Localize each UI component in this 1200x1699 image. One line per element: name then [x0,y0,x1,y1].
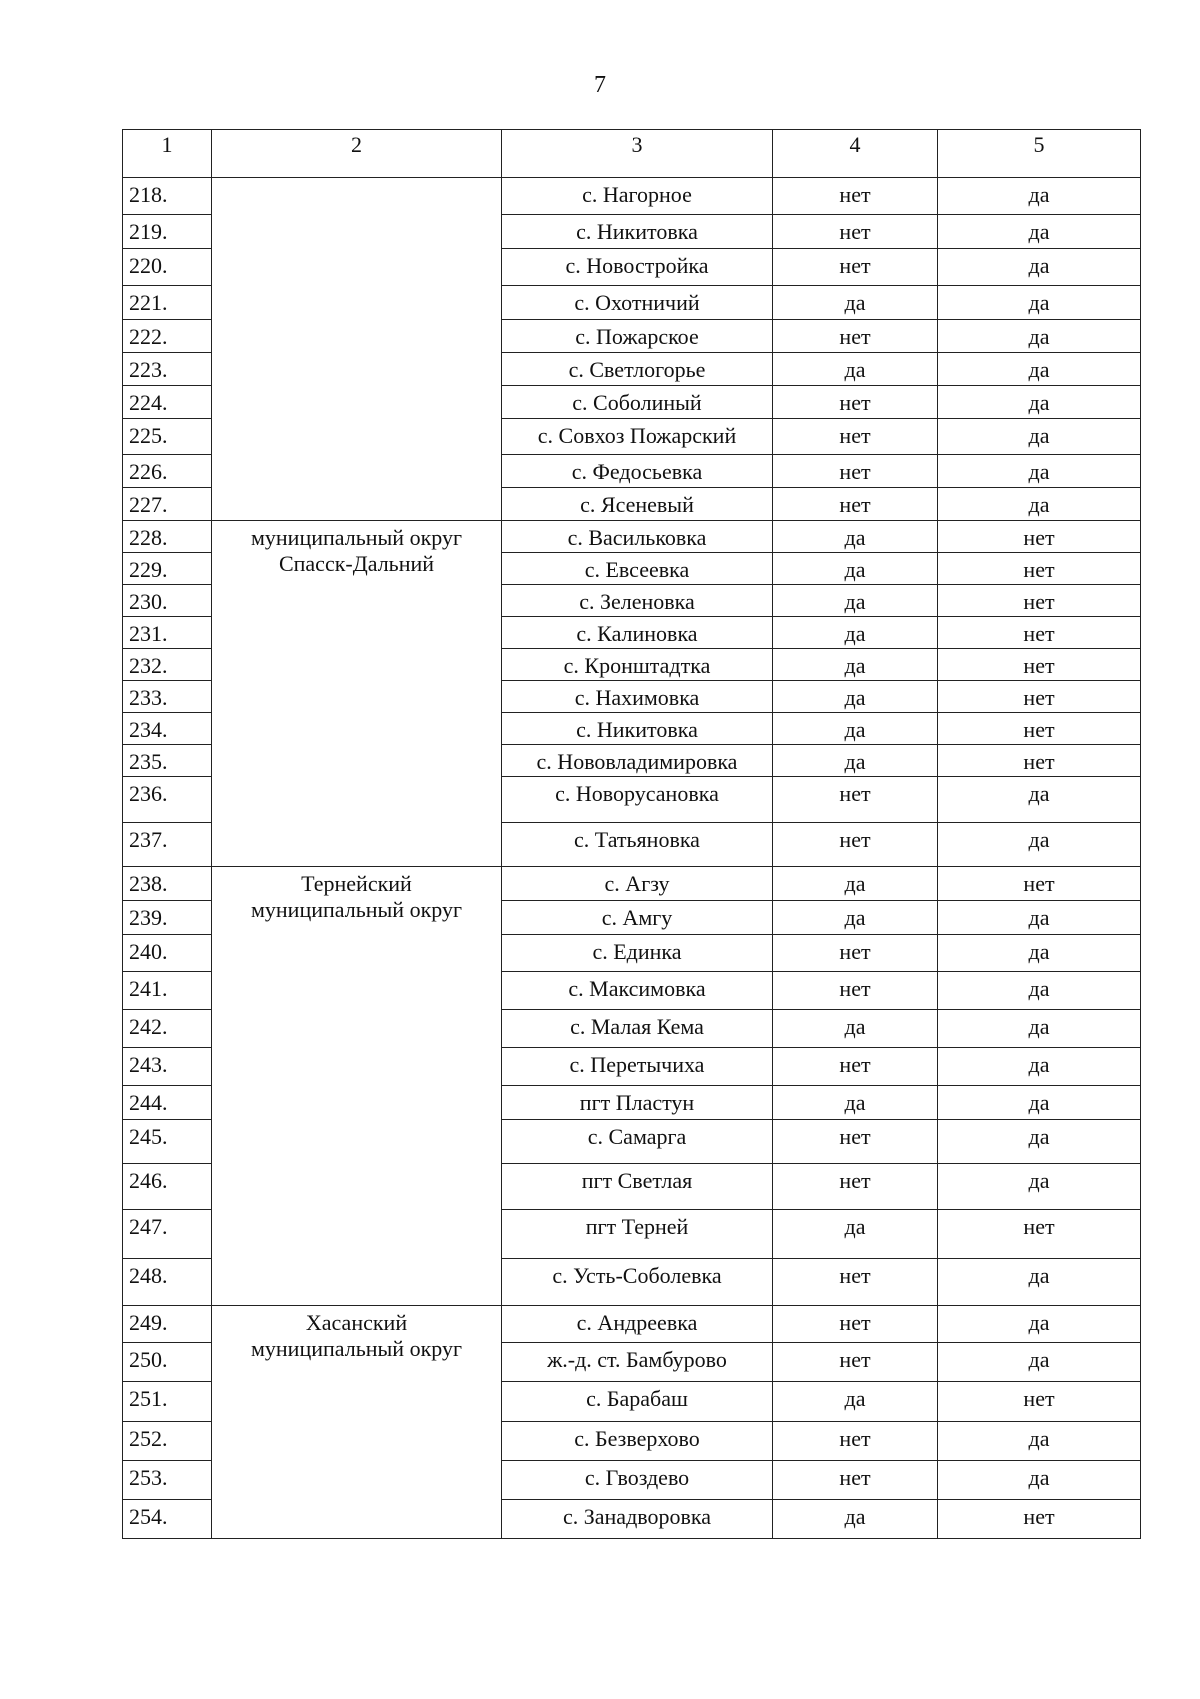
column-4-value: да [773,681,938,713]
row-number: 236. [123,777,212,823]
column-5-value: нет [938,1382,1141,1422]
settlement-name: с. Малая Кема [502,1010,773,1048]
column-4-value: да [773,649,938,681]
district-name-line: муниципальный округ [250,897,462,922]
settlement-name: с. Нововладимировка [502,745,773,777]
column-4-value: нет [773,1120,938,1164]
district-name-line: Хасанский [305,1310,408,1335]
settlement-name: с. Единка [502,935,773,972]
column-4-value: нет [773,178,938,215]
column-5-value: нет [938,745,1141,777]
column-5-value: да [938,1422,1141,1461]
column-4-value: нет [773,1048,938,1086]
settlement-name: с. Евсеевка [502,553,773,585]
row-number: 240. [123,935,212,972]
settlement-name: с. Никитовка [502,713,773,745]
settlement-name: с. Ясеневый [502,488,773,521]
row-number: 233. [123,681,212,713]
district-cell [212,1306,502,1539]
settlement-name: пгт Светлая [502,1164,773,1210]
settlement-name: с. Никитовка [502,215,773,249]
column-4-value: нет [773,1461,938,1500]
row-number: 243. [123,1048,212,1086]
settlement-name: с. Васильковка [502,521,773,553]
column-4-value: да [773,1210,938,1259]
settlement-name: с. Андреевка [502,1306,773,1343]
column-5-value: да [938,320,1141,353]
column-4-value: нет [773,1259,938,1306]
row-number: 228. [123,521,212,553]
page-number: 7 [594,72,606,98]
settlement-name: с. Агзу [502,867,773,901]
row-number: 239. [123,901,212,935]
column-5-value: да [938,1086,1141,1120]
settlement-name: пгт Терней [502,1210,773,1259]
row-number: 223. [123,353,212,386]
row-number: 237. [123,823,212,867]
row-number: 226. [123,455,212,488]
settlement-name: с. Новостройка [502,249,773,286]
column-4-value: да [773,901,938,935]
settlement-name: с. Самарга [502,1120,773,1164]
column-header: 4 [773,130,938,178]
settlement-name: с. Зеленовка [502,585,773,617]
row-number: 242. [123,1010,212,1048]
column-4-value: нет [773,1164,938,1210]
settlement-name: с. Гвоздево [502,1461,773,1500]
settlement-name: ж.-д. ст. Бамбурово [502,1343,773,1382]
district-cell [212,521,502,867]
table-row [123,867,1141,901]
row-number: 227. [123,488,212,521]
column-5-value: нет [938,1500,1141,1539]
settlement-name: с. Калиновка [502,617,773,649]
column-5-value: нет [938,681,1141,713]
column-5-value: да [938,972,1141,1010]
settlement-name: с. Федосьевка [502,455,773,488]
column-4-value: да [773,521,938,553]
row-number: 225. [123,419,212,455]
column-5-value: нет [938,585,1141,617]
column-4-value: нет [773,823,938,867]
settlement-name: с. Максимовка [502,972,773,1010]
row-number: 220. [123,249,212,286]
column-5-value: да [938,777,1141,823]
column-header: 1 [123,130,212,178]
column-4-value: да [773,553,938,585]
column-4-value: нет [773,935,938,972]
column-5-value: да [938,1048,1141,1086]
column-5-value: да [938,823,1141,867]
settlement-name: с. Татьяновка [502,823,773,867]
row-number: 252. [123,1422,212,1461]
column-5-value: да [938,935,1141,972]
column-5-value: да [938,419,1141,455]
row-number: 253. [123,1461,212,1500]
column-4-value: нет [773,1422,938,1461]
column-4-value: да [773,745,938,777]
settlement-name: с. Соболиный [502,386,773,419]
column-5-value: нет [938,553,1141,585]
district-name-line: муниципальный округ [250,525,462,550]
district-name-line: муниципальный округ [250,1336,462,1361]
row-number: 251. [123,1382,212,1422]
column-4-value: нет [773,1306,938,1343]
column-5-value: да [938,1306,1141,1343]
column-5-value: нет [938,521,1141,553]
settlement-name: с. Кронштадтка [502,649,773,681]
column-5-value: да [938,1343,1141,1382]
row-number: 222. [123,320,212,353]
settlement-name: с. Амгу [502,901,773,935]
row-number: 221. [123,286,212,320]
settlement-name: с. Охотничий [502,286,773,320]
column-5-value: да [938,1259,1141,1306]
settlement-name: с. Нахимовка [502,681,773,713]
column-header: 5 [938,130,1141,178]
district-cell [212,867,502,1306]
column-4-value: да [773,1500,938,1539]
column-4-value: да [773,713,938,745]
column-4-value: нет [773,777,938,823]
row-number: 234. [123,713,212,745]
settlement-name: с. Занадворовка [502,1500,773,1539]
row-number: 246. [123,1164,212,1210]
row-number: 250. [123,1343,212,1382]
column-4-value: да [773,1086,938,1120]
column-5-value: да [938,286,1141,320]
settlement-name: с. Новорусановка [502,777,773,823]
settlement-name: с. Перетычиха [502,1048,773,1086]
column-4-value: нет [773,249,938,286]
column-header: 3 [502,130,773,178]
column-4-value: да [773,286,938,320]
row-number: 254. [123,1500,212,1539]
column-5-value: да [938,1164,1141,1210]
table-row [123,521,1141,553]
column-5-value: да [938,455,1141,488]
settlement-name: пгт Пластун [502,1086,773,1120]
row-number: 224. [123,386,212,419]
row-number: 218. [123,178,212,215]
row-number: 231. [123,617,212,649]
settlement-name: с. Нагорное [502,178,773,215]
header-row [123,130,1141,178]
settlement-name: с. Усть-Соболевка [502,1259,773,1306]
column-5-value: да [938,1010,1141,1048]
row-number: 229. [123,553,212,585]
column-4-value: нет [773,419,938,455]
column-4-value: да [773,353,938,386]
column-4-value: да [773,1382,938,1422]
settlement-name: с. Светлогорье [502,353,773,386]
column-4-value: да [773,617,938,649]
settlement-name: с. Безверхово [502,1422,773,1461]
row-number: 219. [123,215,212,249]
column-4-value: да [773,867,938,901]
table-row [123,1306,1141,1343]
column-5-value: да [938,178,1141,215]
row-number: 245. [123,1120,212,1164]
column-5-value: нет [938,649,1141,681]
district-name-line: Спасск-Дальний [278,551,435,576]
column-4-value: нет [773,1343,938,1382]
column-4-value: нет [773,455,938,488]
row-number: 241. [123,972,212,1010]
settlement-name: с. Барабаш [502,1382,773,1422]
district-cell [212,178,502,521]
column-4-value: нет [773,386,938,419]
register-table [122,129,1141,1539]
column-5-value: нет [938,867,1141,901]
column-5-value: нет [938,713,1141,745]
column-5-value: да [938,1120,1141,1164]
column-4-value: да [773,585,938,617]
row-number: 248. [123,1259,212,1306]
row-number: 232. [123,649,212,681]
settlement-name: с. Пожарское [502,320,773,353]
row-number: 249. [123,1306,212,1343]
column-5-value: нет [938,1210,1141,1259]
row-number: 230. [123,585,212,617]
row-number: 247. [123,1210,212,1259]
row-number: 244. [123,1086,212,1120]
column-5-value: да [938,386,1141,419]
row-number: 238. [123,867,212,901]
column-5-value: да [938,215,1141,249]
column-5-value: да [938,249,1141,286]
column-5-value: да [938,901,1141,935]
column-4-value: да [773,1010,938,1048]
column-5-value: да [938,488,1141,521]
column-5-value: нет [938,617,1141,649]
column-5-value: да [938,1461,1141,1500]
district-name-line: Тернейский [301,871,412,896]
column-4-value: нет [773,972,938,1010]
table-row [123,178,1141,215]
column-header: 2 [212,130,502,178]
column-4-value: нет [773,215,938,249]
column-4-value: нет [773,320,938,353]
settlement-name: с. Совхоз Пожарский [502,419,773,455]
column-5-value: да [938,353,1141,386]
column-4-value: нет [773,488,938,521]
row-number: 235. [123,745,212,777]
